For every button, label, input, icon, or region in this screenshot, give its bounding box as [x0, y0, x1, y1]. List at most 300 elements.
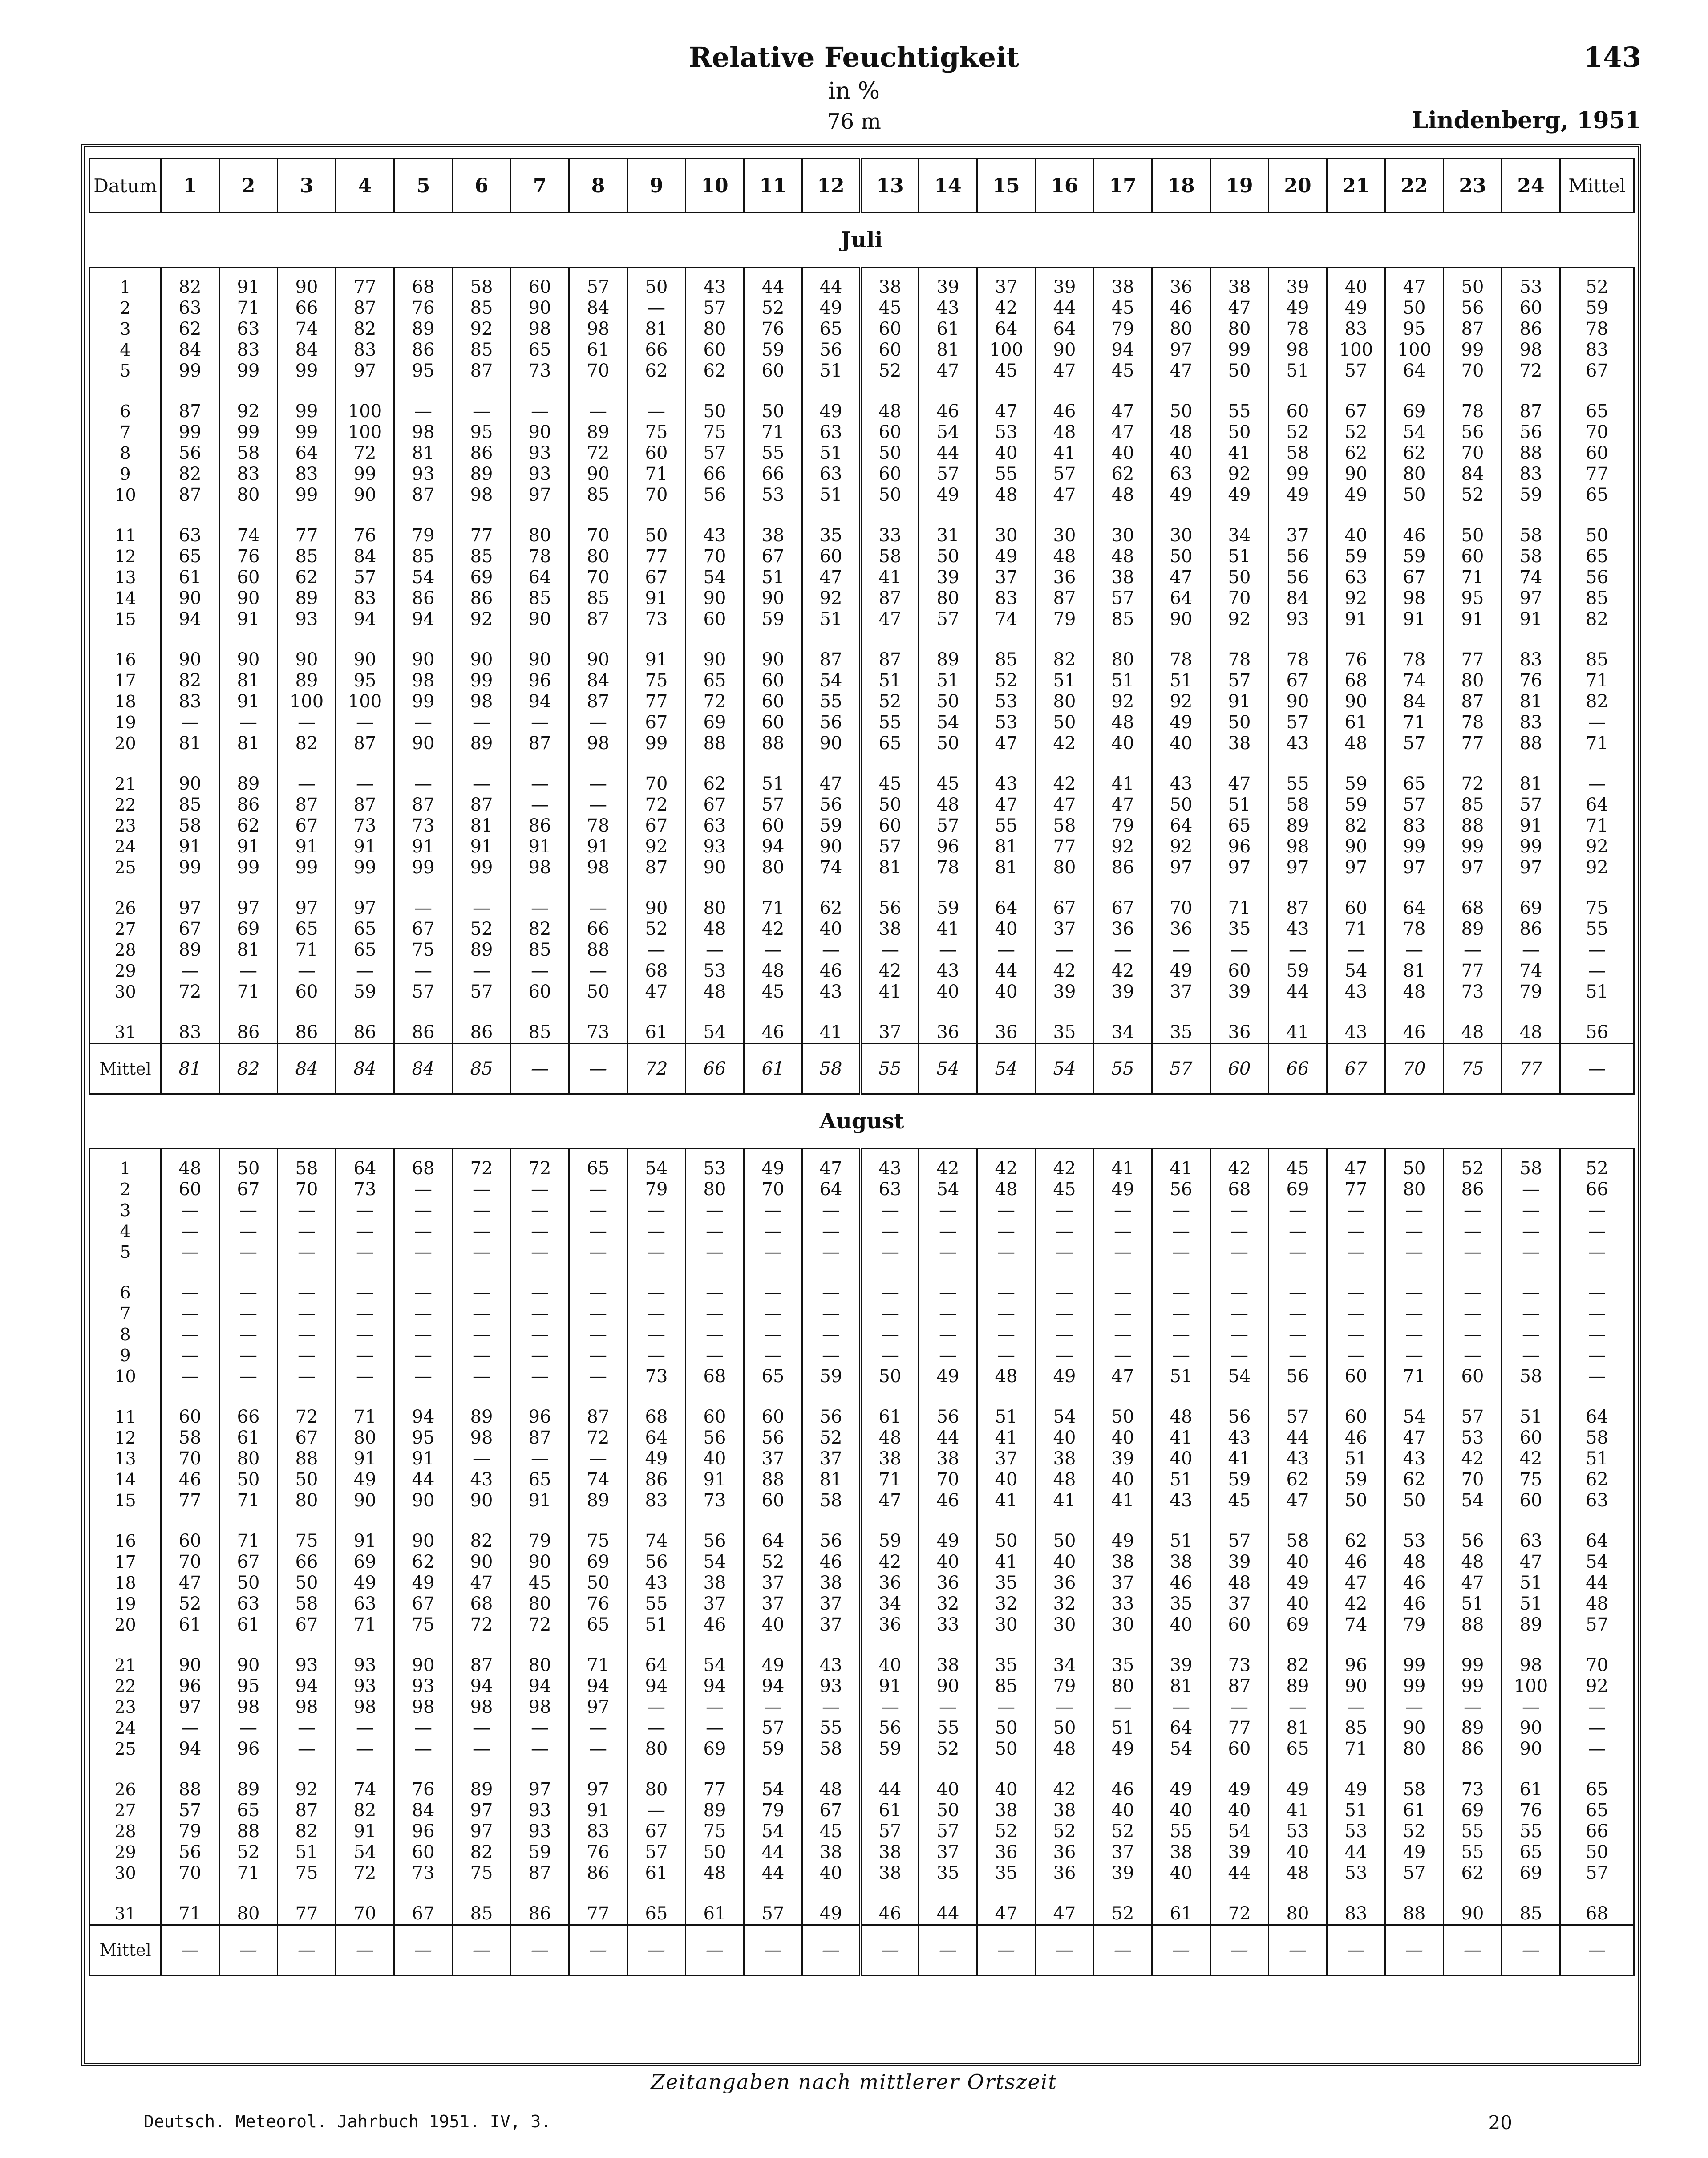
- value-cell: —: [219, 712, 278, 733]
- value-cell: 86: [278, 1022, 336, 1044]
- value-cell: 59: [1269, 961, 1327, 982]
- value-cell: —: [686, 1718, 744, 1739]
- value-cell: 84: [1444, 464, 1502, 485]
- day-cell: 25: [90, 1739, 161, 1760]
- value-cell: 100: [336, 691, 394, 712]
- value-cell: 90: [161, 774, 219, 795]
- value-cell: —: [1385, 1200, 1444, 1221]
- value-cell: 62: [278, 567, 336, 588]
- value-cell: 37: [977, 1448, 1036, 1469]
- value-cell: 78: [1444, 712, 1502, 733]
- value-cell: 39: [1036, 982, 1094, 1002]
- value-cell: —: [569, 1324, 627, 1345]
- day-cell: 15: [90, 609, 161, 630]
- value-cell: 75: [686, 422, 744, 443]
- table-row: [90, 982, 1634, 1002]
- value-cell: 73: [394, 815, 453, 836]
- value-cell: 67: [278, 1428, 336, 1448]
- value-cell: 37: [744, 1448, 802, 1469]
- value-cell: —: [1036, 1345, 1094, 1366]
- value-cell: 64: [511, 567, 569, 588]
- value-cell: —: [394, 1179, 453, 1200]
- value-cell: 69: [336, 1552, 394, 1573]
- value-cell: 85: [453, 298, 511, 319]
- value-cell: —: [686, 1345, 744, 1366]
- value-cell: 54: [744, 1779, 802, 1800]
- table-row: [90, 1022, 1634, 1044]
- value-cell: —: [1269, 1303, 1327, 1324]
- value-cell: 39: [1094, 1863, 1152, 1884]
- value-cell: 39: [919, 567, 977, 588]
- value-cell: 70: [336, 1903, 394, 1925]
- value-cell: 51: [861, 670, 919, 691]
- daily-mean-cell: 51: [1560, 982, 1634, 1002]
- value-cell: —: [1444, 1697, 1502, 1718]
- value-cell: 67: [1036, 898, 1094, 919]
- table-row: [90, 464, 1634, 485]
- value-cell: 83: [1502, 649, 1560, 670]
- value-cell: 38: [1094, 268, 1152, 298]
- value-cell: —: [1094, 1303, 1152, 1324]
- value-cell: 81: [1502, 774, 1560, 795]
- value-cell: 71: [569, 1655, 627, 1676]
- daily-mean-cell: 66: [1560, 1821, 1634, 1842]
- value-cell: —: [569, 1739, 627, 1760]
- value-cell: 61: [686, 1903, 744, 1925]
- value-cell: 49: [1327, 485, 1385, 506]
- value-cell: 56: [802, 340, 861, 361]
- value-cell: 90: [453, 1552, 511, 1573]
- value-cell: 48: [1444, 1022, 1502, 1044]
- value-cell: 49: [1152, 712, 1210, 733]
- value-cell: 91: [1210, 691, 1269, 712]
- value-cell: —: [278, 1200, 336, 1221]
- value-cell: 95: [394, 1428, 453, 1448]
- table-row: [90, 1242, 1634, 1263]
- value-cell: —: [569, 795, 627, 815]
- value-cell: —: [919, 1221, 977, 1242]
- value-cell: 37: [977, 268, 1036, 298]
- value-cell: 41: [1094, 1149, 1152, 1180]
- value-cell: 32: [977, 1594, 1036, 1614]
- value-cell: 61: [1502, 1779, 1560, 1800]
- group-gap: [90, 878, 1634, 898]
- value-cell: 77: [1210, 1718, 1269, 1739]
- value-cell: —: [569, 1221, 627, 1242]
- value-cell: 64: [278, 443, 336, 464]
- value-cell: 72: [511, 1614, 569, 1635]
- value-cell: —: [1210, 1242, 1269, 1263]
- value-cell: 38: [802, 1842, 861, 1863]
- value-cell: 40: [1152, 1614, 1210, 1635]
- value-cell: 69: [1444, 1800, 1502, 1821]
- value-cell: 87: [569, 691, 627, 712]
- group-gap: [90, 1884, 1634, 1903]
- table-row: [90, 298, 1634, 319]
- value-cell: 36: [1036, 1573, 1094, 1594]
- value-cell: 92: [1327, 588, 1385, 609]
- daily-mean-cell: 52: [1560, 268, 1634, 298]
- value-cell: 53: [686, 1149, 744, 1180]
- value-cell: 56: [627, 1552, 686, 1573]
- value-cell: 46: [919, 1490, 977, 1511]
- value-cell: —: [1094, 1242, 1152, 1263]
- value-cell: 50: [219, 1469, 278, 1490]
- value-cell: 58: [1385, 1779, 1444, 1800]
- value-cell: 77: [453, 525, 511, 546]
- hour-mean-cell: —: [511, 1925, 569, 1975]
- hour-mean-cell: 84: [278, 1044, 336, 1094]
- day-cell: 17: [90, 670, 161, 691]
- value-cell: 65: [511, 1469, 569, 1490]
- value-cell: 74: [569, 1469, 627, 1490]
- value-cell: 87: [394, 485, 453, 506]
- value-cell: —: [394, 898, 453, 919]
- value-cell: 40: [1094, 1428, 1152, 1448]
- value-cell: —: [1210, 940, 1269, 961]
- day-cell: 5: [90, 1242, 161, 1263]
- value-cell: 82: [278, 1821, 336, 1842]
- value-cell: 97: [1269, 857, 1327, 878]
- value-cell: —: [919, 1282, 977, 1303]
- value-cell: 87: [1269, 898, 1327, 919]
- value-cell: —: [627, 1697, 686, 1718]
- value-cell: —: [278, 1718, 336, 1739]
- value-cell: —: [1502, 1242, 1560, 1263]
- value-cell: 72: [511, 1149, 569, 1180]
- value-cell: 40: [802, 919, 861, 940]
- value-cell: 78: [1385, 649, 1444, 670]
- hour-mean-cell: —: [1152, 1925, 1210, 1975]
- value-cell: 63: [161, 298, 219, 319]
- value-cell: —: [336, 1221, 394, 1242]
- value-cell: —: [278, 1282, 336, 1303]
- day-cell: 11: [90, 1407, 161, 1428]
- value-cell: 90: [394, 1490, 453, 1511]
- value-cell: 49: [1269, 485, 1327, 506]
- value-cell: 89: [219, 774, 278, 795]
- value-cell: 41: [1094, 1490, 1152, 1511]
- value-cell: —: [1152, 1697, 1210, 1718]
- value-cell: 57: [686, 443, 744, 464]
- value-cell: 90: [686, 857, 744, 878]
- value-cell: 50: [861, 1366, 919, 1387]
- value-cell: 94: [686, 1676, 744, 1697]
- value-cell: 40: [1094, 443, 1152, 464]
- day-cell: 2: [90, 298, 161, 319]
- value-cell: 46: [802, 961, 861, 982]
- value-cell: 48: [919, 795, 977, 815]
- value-cell: 86: [1502, 319, 1560, 340]
- hour-mean-cell: —: [161, 1925, 219, 1975]
- value-cell: 65: [161, 546, 219, 567]
- value-cell: 77: [1444, 649, 1502, 670]
- value-cell: 99: [1269, 464, 1327, 485]
- day-cell: 13: [90, 1448, 161, 1469]
- value-cell: 41: [1036, 1490, 1094, 1511]
- day-cell: 25: [90, 857, 161, 878]
- hour-header: 10: [686, 159, 744, 213]
- value-cell: 76: [219, 546, 278, 567]
- value-cell: 34: [1210, 525, 1269, 546]
- value-cell: 42: [919, 1149, 977, 1180]
- value-cell: 46: [1152, 1573, 1210, 1594]
- value-cell: 90: [686, 588, 744, 609]
- value-cell: 65: [336, 940, 394, 961]
- value-cell: 90: [278, 649, 336, 670]
- value-cell: —: [1094, 1200, 1152, 1221]
- value-cell: 49: [336, 1573, 394, 1594]
- value-cell: —: [1269, 1200, 1327, 1221]
- value-cell: 46: [1385, 1573, 1444, 1594]
- value-cell: 67: [219, 1552, 278, 1573]
- hour-mean-cell: —: [802, 1925, 861, 1975]
- hour-mean-cell: —: [977, 1925, 1036, 1975]
- value-cell: 54: [1036, 1407, 1094, 1428]
- hour-header: 3: [278, 159, 336, 213]
- value-cell: 37: [686, 1594, 744, 1614]
- value-cell: 86: [453, 1022, 511, 1044]
- value-cell: —: [627, 1282, 686, 1303]
- value-cell: 80: [686, 1179, 744, 1200]
- value-cell: 49: [1269, 1779, 1327, 1800]
- value-cell: 87: [569, 609, 627, 630]
- table-row: [90, 1821, 1634, 1842]
- hour-header: 4: [336, 159, 394, 213]
- value-cell: —: [1036, 1324, 1094, 1345]
- value-cell: 60: [1269, 401, 1327, 422]
- value-cell: 51: [744, 774, 802, 795]
- value-cell: 55: [627, 1594, 686, 1614]
- day-cell: 7: [90, 422, 161, 443]
- table-row: [90, 1739, 1634, 1760]
- table-row: [90, 1179, 1634, 1200]
- value-cell: 48: [977, 485, 1036, 506]
- value-cell: —: [919, 1200, 977, 1221]
- value-cell: 94: [394, 609, 453, 630]
- day-cell: 10: [90, 485, 161, 506]
- value-cell: 82: [161, 268, 219, 298]
- value-cell: —: [278, 1324, 336, 1345]
- value-cell: 86: [1444, 1179, 1502, 1200]
- day-cell: 6: [90, 1282, 161, 1303]
- value-cell: 80: [511, 1594, 569, 1614]
- value-cell: 38: [1152, 1842, 1210, 1863]
- day-cell: 30: [90, 982, 161, 1002]
- value-cell: —: [1210, 1697, 1269, 1718]
- day-cell: 31: [90, 1903, 161, 1925]
- value-cell: 76: [394, 298, 453, 319]
- value-cell: 90: [1152, 609, 1210, 630]
- value-cell: 32: [1036, 1594, 1094, 1614]
- value-cell: 89: [161, 940, 219, 961]
- value-cell: 44: [802, 268, 861, 298]
- value-cell: 90: [1327, 691, 1385, 712]
- value-cell: 81: [1385, 961, 1444, 982]
- value-cell: 45: [744, 982, 802, 1002]
- value-cell: 82: [278, 733, 336, 754]
- value-cell: 67: [744, 546, 802, 567]
- value-cell: 38: [1036, 1448, 1094, 1469]
- table-row: [90, 319, 1634, 340]
- value-cell: 35: [802, 525, 861, 546]
- value-cell: 61: [919, 319, 977, 340]
- hour-mean-cell: —: [394, 1925, 453, 1975]
- value-cell: —: [1094, 1345, 1152, 1366]
- value-cell: 54: [686, 1655, 744, 1676]
- value-cell: 47: [977, 795, 1036, 815]
- value-cell: 48: [1327, 733, 1385, 754]
- value-cell: —: [453, 774, 511, 795]
- value-cell: 84: [1269, 588, 1327, 609]
- value-cell: 81: [219, 670, 278, 691]
- value-cell: —: [802, 1200, 861, 1221]
- value-cell: 72: [278, 1407, 336, 1428]
- value-cell: 48: [1036, 1739, 1094, 1760]
- value-cell: 93: [394, 464, 453, 485]
- value-cell: 71: [219, 298, 278, 319]
- day-cell: 4: [90, 1221, 161, 1242]
- value-cell: 48: [802, 1779, 861, 1800]
- value-cell: 50: [1036, 1531, 1094, 1552]
- value-cell: —: [569, 774, 627, 795]
- value-cell: 82: [1327, 815, 1385, 836]
- value-cell: 37: [919, 1842, 977, 1863]
- table-row: [90, 1282, 1634, 1303]
- value-cell: —: [802, 1324, 861, 1345]
- hour-header: 22: [1385, 159, 1444, 213]
- value-cell: 39: [1210, 1842, 1269, 1863]
- value-cell: 37: [861, 1022, 919, 1044]
- value-cell: 97: [1152, 857, 1210, 878]
- value-cell: 62: [1327, 1531, 1385, 1552]
- value-cell: 74: [802, 857, 861, 878]
- value-cell: 82: [336, 319, 394, 340]
- value-cell: 72: [1502, 361, 1560, 381]
- value-cell: 90: [394, 1655, 453, 1676]
- value-cell: 76: [336, 525, 394, 546]
- value-cell: 80: [219, 485, 278, 506]
- hour-mean-cell: —: [511, 1044, 569, 1094]
- value-cell: 94: [569, 1676, 627, 1697]
- value-cell: 68: [686, 1366, 744, 1387]
- value-cell: 59: [511, 1842, 569, 1863]
- value-cell: 87: [161, 401, 219, 422]
- value-cell: 44: [394, 1469, 453, 1490]
- value-cell: 90: [919, 1676, 977, 1697]
- value-cell: 69: [1502, 1863, 1560, 1884]
- value-cell: 92: [1210, 609, 1269, 630]
- value-cell: 76: [1327, 649, 1385, 670]
- value-cell: 71: [219, 1863, 278, 1884]
- value-cell: —: [453, 1345, 511, 1366]
- daily-mean-cell: 83: [1560, 340, 1634, 361]
- value-cell: 67: [161, 919, 219, 940]
- value-cell: —: [627, 1345, 686, 1366]
- value-cell: 52: [1094, 1821, 1152, 1842]
- value-cell: 65: [802, 319, 861, 340]
- value-cell: 40: [1152, 443, 1210, 464]
- value-cell: 94: [1094, 340, 1152, 361]
- value-cell: 58: [802, 1739, 861, 1760]
- value-cell: —: [1094, 1697, 1152, 1718]
- value-cell: 72: [569, 1428, 627, 1448]
- value-cell: 72: [1210, 1903, 1269, 1925]
- footer-page: 20: [1488, 2112, 1512, 2134]
- value-cell: 50: [1385, 485, 1444, 506]
- value-cell: —: [511, 1366, 569, 1387]
- value-cell: 79: [1036, 1676, 1094, 1697]
- value-cell: —: [1036, 1303, 1094, 1324]
- value-cell: 40: [1036, 1552, 1094, 1573]
- value-cell: 65: [336, 919, 394, 940]
- value-cell: 58: [1269, 795, 1327, 815]
- value-cell: 84: [278, 340, 336, 361]
- hour-mean-cell: 75: [1444, 1044, 1502, 1094]
- value-cell: 86: [453, 588, 511, 609]
- value-cell: 89: [569, 1490, 627, 1511]
- value-cell: 66: [219, 1407, 278, 1428]
- day-cell: 18: [90, 1573, 161, 1594]
- value-cell: 37: [977, 567, 1036, 588]
- value-cell: 52: [1444, 1149, 1502, 1180]
- day-cell: 22: [90, 795, 161, 815]
- value-cell: 51: [1152, 1366, 1210, 1387]
- value-cell: —: [453, 961, 511, 982]
- table-row: [90, 774, 1634, 795]
- daily-mean-cell: 59: [1560, 298, 1634, 319]
- value-cell: 87: [161, 485, 219, 506]
- value-cell: 54: [1385, 422, 1444, 443]
- value-cell: 64: [336, 1149, 394, 1180]
- value-cell: —: [453, 1282, 511, 1303]
- value-cell: 70: [161, 1448, 219, 1469]
- value-cell: 33: [919, 1614, 977, 1635]
- value-cell: 78: [1269, 319, 1327, 340]
- value-cell: 60: [161, 1179, 219, 1200]
- day-cell: 24: [90, 1718, 161, 1739]
- value-cell: 89: [1444, 919, 1502, 940]
- value-cell: 90: [744, 588, 802, 609]
- hour-header: 12: [802, 159, 861, 213]
- value-cell: —: [219, 1303, 278, 1324]
- hour-mean-cell: —: [1444, 1925, 1502, 1975]
- value-cell: 62: [1385, 1469, 1444, 1490]
- value-cell: 76: [569, 1594, 627, 1614]
- value-cell: 93: [278, 609, 336, 630]
- value-cell: —: [861, 1221, 919, 1242]
- value-cell: 43: [1269, 1448, 1327, 1469]
- value-cell: 41: [919, 919, 977, 940]
- table-row: [90, 1614, 1634, 1635]
- value-cell: —: [394, 774, 453, 795]
- hour-header: 15: [977, 159, 1036, 213]
- value-cell: —: [1094, 940, 1152, 961]
- value-cell: —: [394, 961, 453, 982]
- value-cell: 70: [627, 485, 686, 506]
- table-row: [90, 857, 1634, 878]
- value-cell: 59: [802, 815, 861, 836]
- value-cell: 89: [453, 940, 511, 961]
- value-cell: 30: [1036, 1614, 1094, 1635]
- value-cell: 44: [744, 1842, 802, 1863]
- value-cell: 48: [161, 1149, 219, 1180]
- value-cell: —: [627, 1242, 686, 1263]
- value-cell: —: [861, 1345, 919, 1366]
- value-cell: 65: [278, 919, 336, 940]
- value-cell: 97: [569, 1697, 627, 1718]
- value-cell: 59: [336, 982, 394, 1002]
